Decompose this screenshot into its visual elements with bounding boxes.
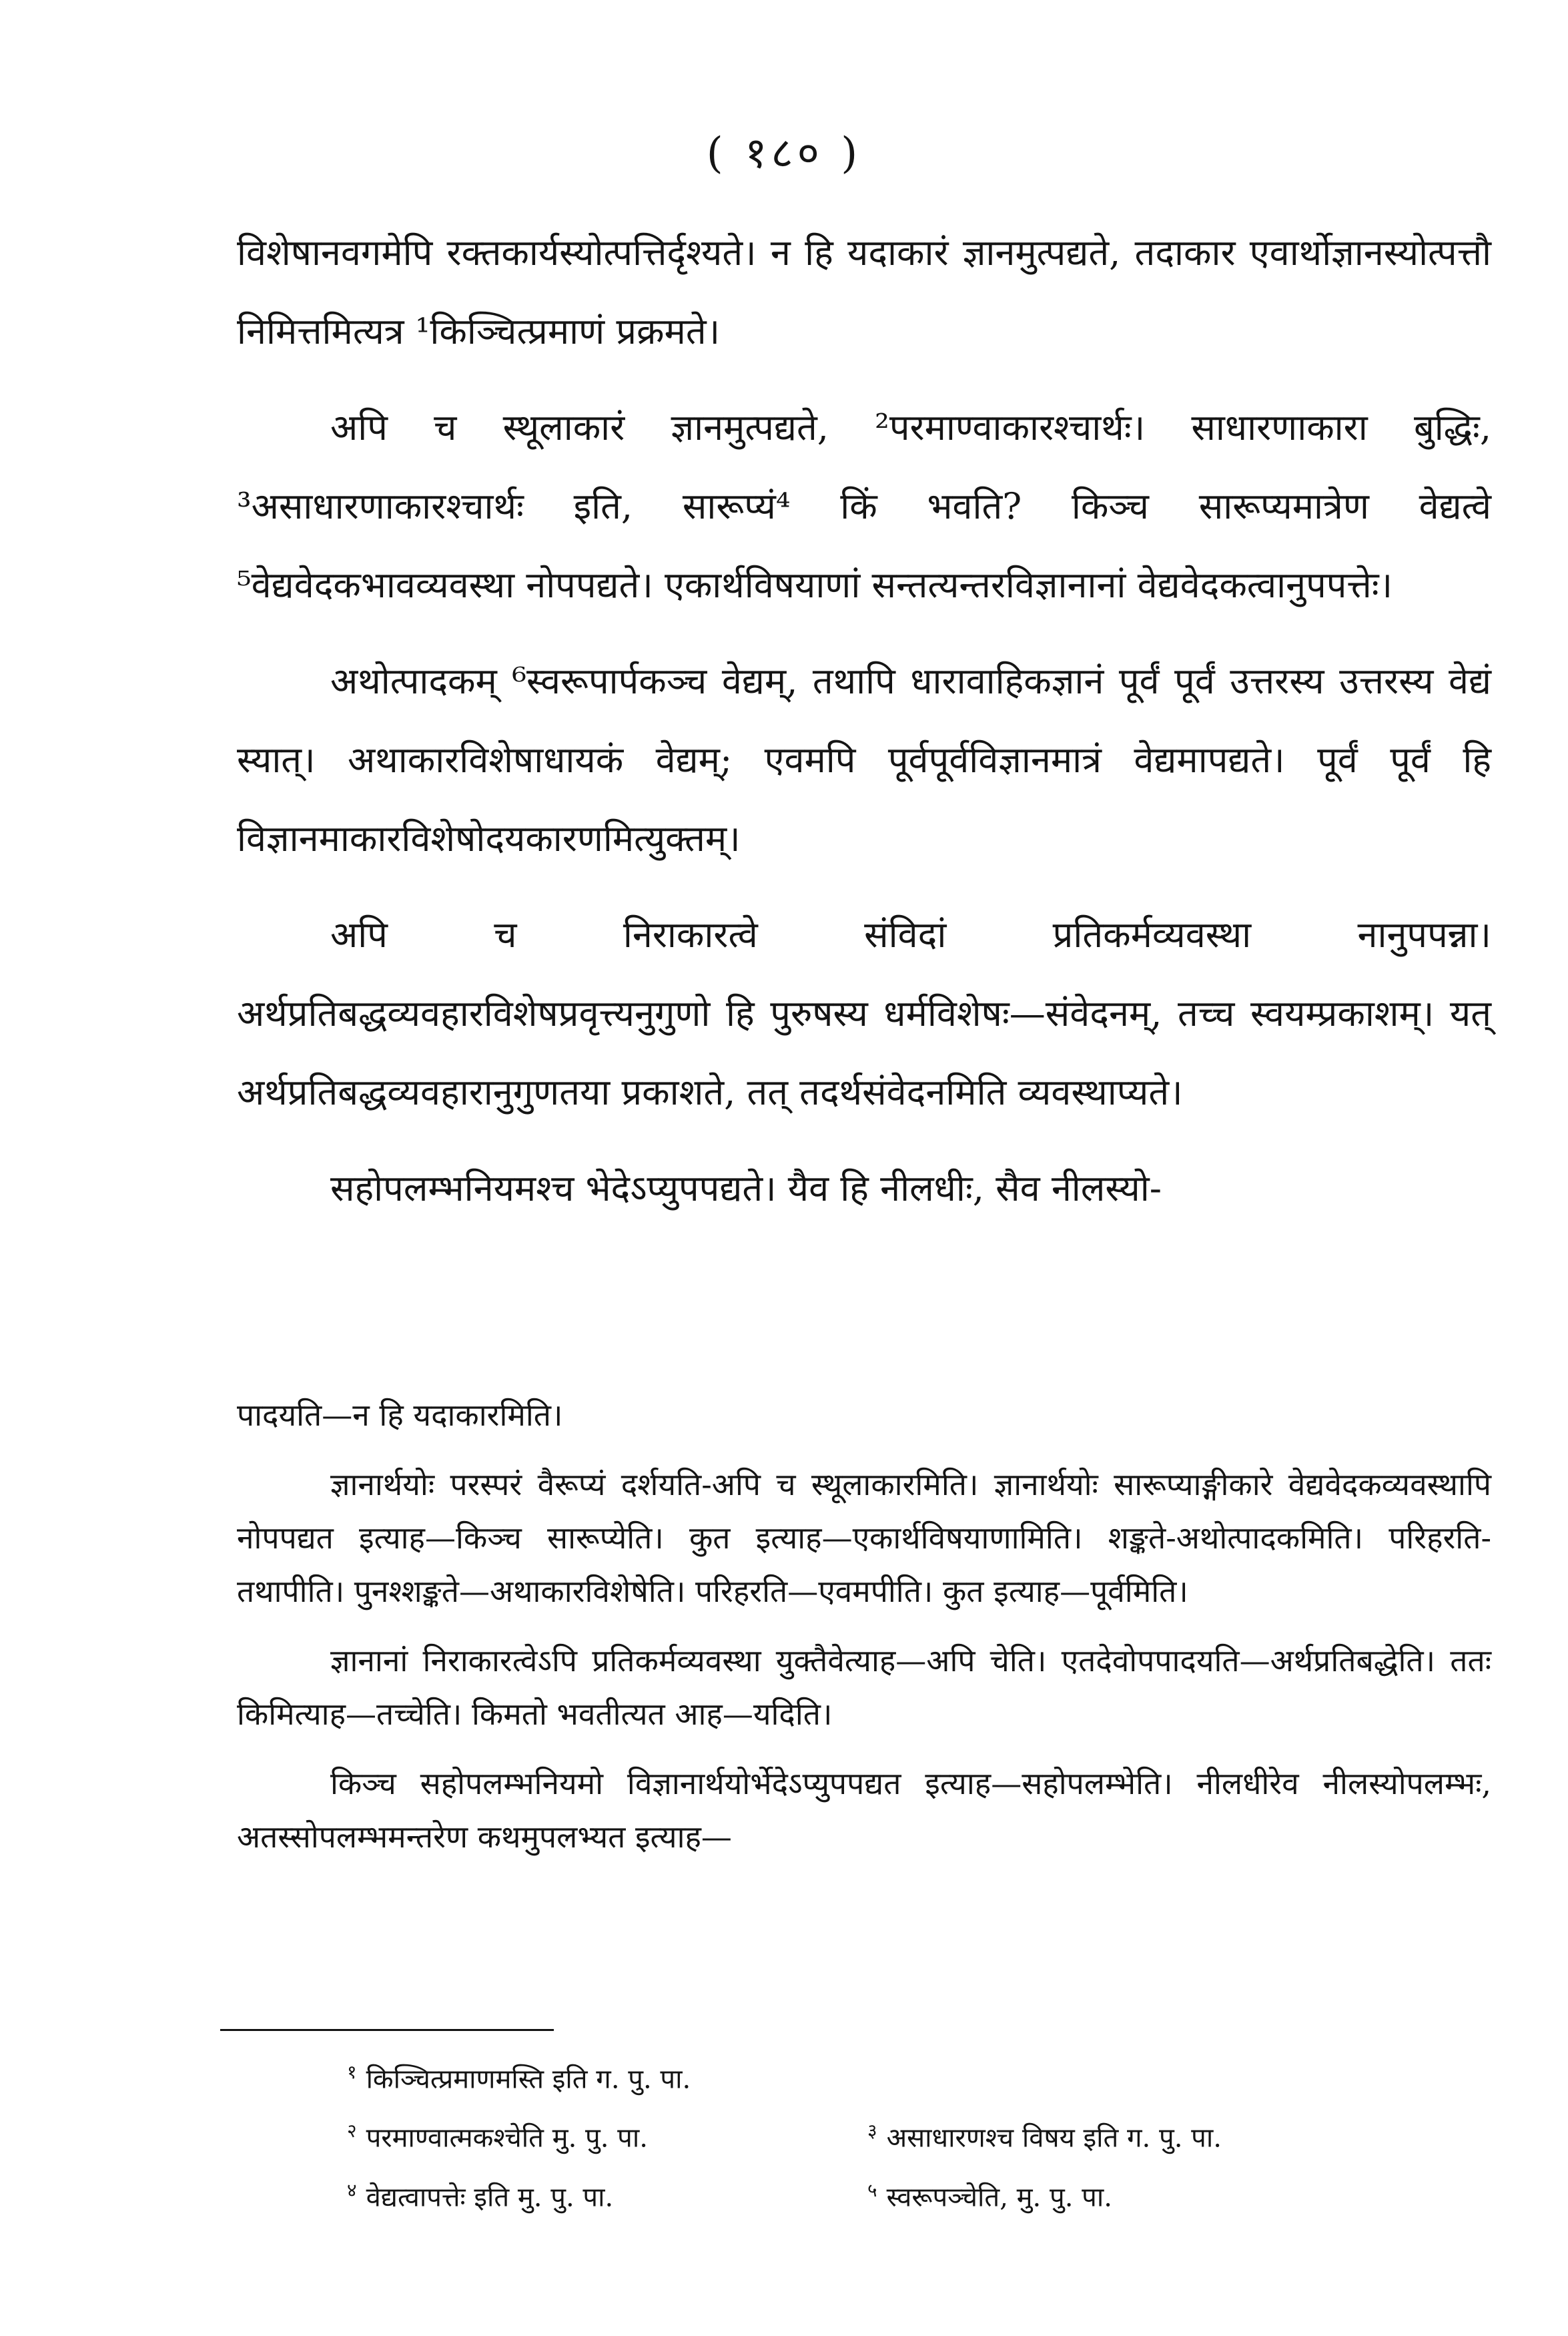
commentary-paragraph: पादयति—न हि यदाकारमिति। xyxy=(237,1397,563,1433)
page-number: ( १८० ) xyxy=(706,129,862,178)
footnote-text: स्वरूपञ्चेति, मु. पु. पा. xyxy=(886,2181,1112,2213)
footnote xyxy=(867,2170,1388,2217)
footnote-row xyxy=(347,2052,1481,2099)
footnote-text: किञ्चित्प्रमाणमस्ति इति ग. पु. पा. xyxy=(366,2064,691,2095)
main-paragraph: अपि च निराकारत्वे संविदां प्रतिकर्मव्यवस्था नानुपपन्ना। अर्थप्रतिबद्धव्यवहारविशेषप्रवृत्त्यनुगुणो हि पुरुषस्य धर्मविशेषः—संवेदनम्, तच्च स्वयम्प्रकाशम्। यत् अर्थप्रतिबद्धव्यवहारानुगुणतया प्रकाशते, तत् तदर्थसंवेदनमिति व्यवस्थाप्यते। xyxy=(237,914,1491,1113)
main-paragraph: विशेषानवगमेपि रक्तकार्यस्योत्पत्तिर्दृश्यते। न हि यदाकारं ज्ञानमुत्पद्यते, तदाकार एवार्थोज्ञानस्योत्पत्तौ निमित्तमित्यत्र ¹किञ्चित्प्रमाणं प्रक्रमते। xyxy=(237,232,1491,352)
footnote-number: २ xyxy=(347,2120,357,2142)
footnote-number: ५ xyxy=(867,2178,877,2201)
footnote-text: वेद्यत्वापत्तेः इति मु. पु. पा. xyxy=(366,2181,614,2213)
main-paragraph: अथोत्पादकम् ⁶स्वरूपार्पकञ्च वेद्यम्, तथापि धारावाहिकज्ञानं पूर्वं पूर्वं उत्तरस्य उत्तरस्य वेद्यं स्यात्। अथाकारविशेषाधायकं वेद्यम्; एवमपि पूर्वपूर्वविज्ञानमात्रं वेद्यमापद्यते। पूर्वं पूर्वं हि विज्ञानमाकारविशेषोदयकारणमित्युक्तम्। xyxy=(237,660,1491,860)
footnote-text: परमाण्वात्मकश्चेति मु. पु. पा. xyxy=(366,2122,648,2154)
main-text xyxy=(237,214,1491,1245)
main-paragraph: अपि च स्थूलाकारं ज्ञानमुत्पद्यते, ²परमाण्वाकारश्चार्थः। साधारणाकारा बुद्धिः, ³असाधारणाकारश्चार्थः इति, सारूप्यं⁴ किं भवति? किञ्च सारूप्यमात्रेण वेद्यत्वे ⁵वेद्यवेदकभावव्यवस्था नोपपद्यते। एकार्थविषयाणां सन्तत्यन्तरविज्ञानानां वेद्यवेदकत्वानुपपत्तेः। xyxy=(237,406,1491,606)
commentary-paragraph: ज्ञानार्थयोः परस्परं वैरूप्यं दर्शयति-अपि च स्थूलाकारमिति। ज्ञानार्थयोः सारूप्याङ्गीकारे वेद्यवेदकव्यवस्थापि नोपपद्यत इत्याह—किञ्च सारूप्येति। कुत इत्याह—एकार्थविषयाणामिति। शङ्कते-अथोत्पादकमिति। परिहरति-तथापीति। पुनश्शङ्कते—अथाकारविशेषेति। परिहरति—एवमपीति। कुत इत्याह—पूर्वमिति। xyxy=(237,1466,1491,1609)
footnote xyxy=(347,2111,867,2158)
footnote-divider xyxy=(220,2029,554,2031)
footnote-number: १ xyxy=(347,2061,357,2083)
main-paragraph: सहोपलम्भनियमश्च भेदेऽप्युपपद्यते। यैव हि नीलधीः, सैव नीलस्यो- xyxy=(330,1167,1162,1209)
footnote-row xyxy=(347,2111,1481,2158)
footnote-number: ३ xyxy=(867,2120,877,2142)
commentary xyxy=(237,1388,1491,1879)
commentary-paragraph: ज्ञानानां निराकारत्वेऽपि प्रतिकर्मव्यवस्था युक्तैवेत्याह—अपि चेति। एतदेवोपपादयति—अर्थप्रतिबद्धेति। ततः किमित्याह—तच्चेति। किमतो भवतीत्यत आह—यदिति। xyxy=(237,1643,1491,1732)
footnotes xyxy=(347,2052,1481,2229)
footnote-number: ४ xyxy=(347,2178,357,2201)
footnote xyxy=(867,2111,1388,2158)
footnote-row xyxy=(347,2170,1481,2217)
footnote xyxy=(347,2052,867,2099)
commentary-paragraph: किञ्च सहोपलम्भनियमो विज्ञानार्थयोर्भेदेऽप्युपपद्यत इत्याह—सहोपलम्भेति। नीलधीरेव नीलस्योपलम्भः, अतस्सोपलम्भमन्तरेण कथमुपलभ्यत इत्याह— xyxy=(237,1765,1491,1855)
footnote-text: असाधारणश्च विषय इति ग. पु. पा. xyxy=(886,2122,1222,2154)
footnote xyxy=(347,2170,867,2217)
